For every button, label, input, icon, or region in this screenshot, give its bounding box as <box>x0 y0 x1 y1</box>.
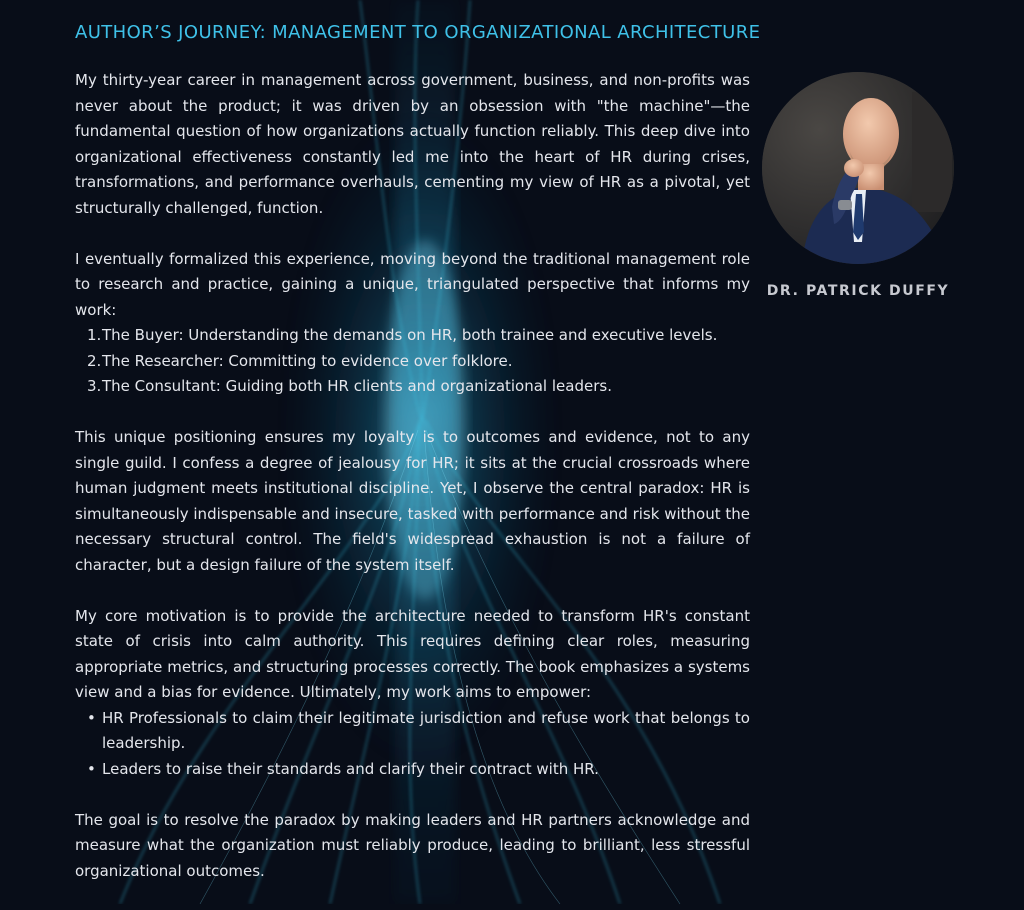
paragraph-goal: The goal is to resolve the paradox by making leaders and HR partners acknowledge and measure what the organization must reliably produce, leading to brilliant, less stressful organizational outcomes. <box>75 810 750 880</box>
paragraph-career: My thirty-year career in management across government, business, and non-profits was never about the product; it was driven by an obsession with "the machine"—the fundamental question of how organizations actually function reliably. This deep dive into organizational effectiveness constantly led me into the heart of HR during crises, transformations, and performance overhauls, cementing my view of HR as a pivotal, yet structurally challenged, function. <box>75 71 750 217</box>
author-name: DR. PATRICK DUFFY <box>766 283 950 299</box>
paragraph-positioning: This unique positioning ensures my loyalty is to outcomes and evidence, not to any single guild. I confess a degree of jealousy for HR; it sits at the crucial crossroads where human judgment meets institutional discipline. Yet, I observe the central paradox: HR is simultaneously indispensable and insecure, tasked with performance and risk without the necessary structural control. The field's widespread exhaustion is not a failure of character, but a design failure of the system itself. <box>75 428 750 574</box>
roles-list <box>75 323 750 400</box>
author-photo <box>762 72 954 264</box>
paragraph-motivation: My core motivation is to provide the architecture needed to transform HR's constant state of crisis into calm authority. This requires defining clear roles, measuring appropriate metrics, and structuring processes correctly. The book emphasizes a systems view and a bias for evidence. Ultimately, my work aims to empower: <box>75 606 750 701</box>
person-portrait-icon <box>762 72 954 264</box>
list-item: 3. The Consultant: Guiding both HR clients and organizational leaders. <box>87 377 612 395</box>
page-title: AUTHOR’S JOURNEY: MANAGEMENT TO ORGANIZATIONAL ARCHITECTURE <box>75 22 761 43</box>
list-item: • HR Professionals to claim their legitimate jurisdiction and refuse work that belongs to leadership. <box>75 706 750 757</box>
list-item: 1. The Buyer: Understanding the demands on HR, both trainee and executive levels. <box>87 326 718 344</box>
aims-list <box>75 706 750 783</box>
list-item: 2. The Researcher: Committing to evidence over folklore. <box>87 351 513 370</box>
list-item: • Leaders to raise their standards and clarify their contract with HR. <box>75 757 750 783</box>
paragraph-formalized: I eventually formalized this experience, moving beyond the traditional management role to research and practice, gaining a unique, triangulated perspective that informs my work: <box>75 249 750 319</box>
article-body <box>75 68 750 910</box>
